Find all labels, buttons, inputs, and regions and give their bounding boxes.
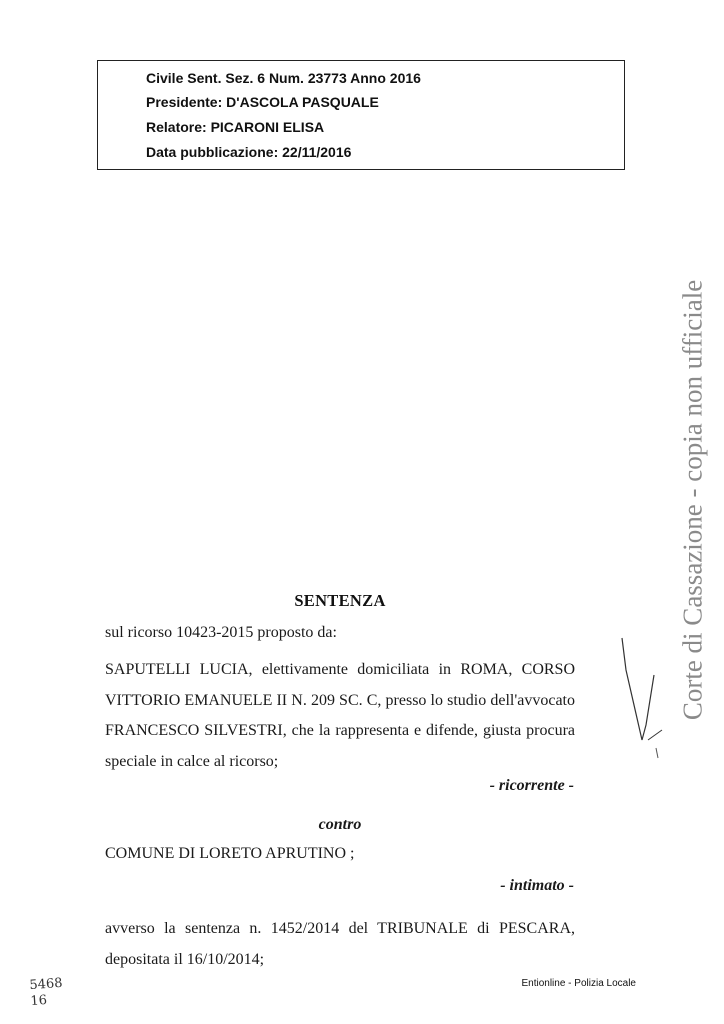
header-publication-date: Data pubblicazione: 22/11/2016 (146, 144, 352, 160)
ricorso-intro: sul ricorso 10423-2015 proposto da: (105, 624, 337, 641)
document-title: SENTENZA (294, 591, 386, 610)
watermark: Corte di Cassazione - copia non ufficiale (677, 279, 708, 721)
signature-mark (612, 630, 672, 760)
ricorrente-label: - ricorrente - (489, 777, 574, 794)
intimato-label: - intimato - (500, 877, 574, 894)
header-presidente: Presidente: D'ASCOLA PASQUALE (146, 94, 379, 110)
footer-source: Entionline - Polizia Locale (521, 978, 636, 989)
handwritten-note-text: 5468 16 (28, 975, 63, 1010)
ricorrente-paragraph: SAPUTELLI LUCIA, elettivamente domiciliata in ROMA, CORSO VITTORIO EMANUELE II N. 209 SC. C, presso lo studio dell'avvocato FRANCESCO SILVESTRI, che la rappresenta e difende, giusta procura speciale in calce al ricorso; (105, 661, 575, 770)
handwritten-note (29, 976, 64, 1010)
header-relatore: Relatore: PICARONI ELISA (146, 119, 325, 135)
contro-label: contro (318, 816, 362, 833)
avverso-paragraph: avverso la sentenza n. 1452/2014 del TRIBUNALE di PESCARA, depositata il 16/10/2014; (105, 920, 575, 968)
header-section-number: Civile Sent. Sez. 6 Num. 23773 Anno 2016 (146, 70, 421, 86)
intimato-name: COMUNE DI LORETO APRUTINO ; (105, 845, 355, 862)
header-box (97, 60, 625, 170)
